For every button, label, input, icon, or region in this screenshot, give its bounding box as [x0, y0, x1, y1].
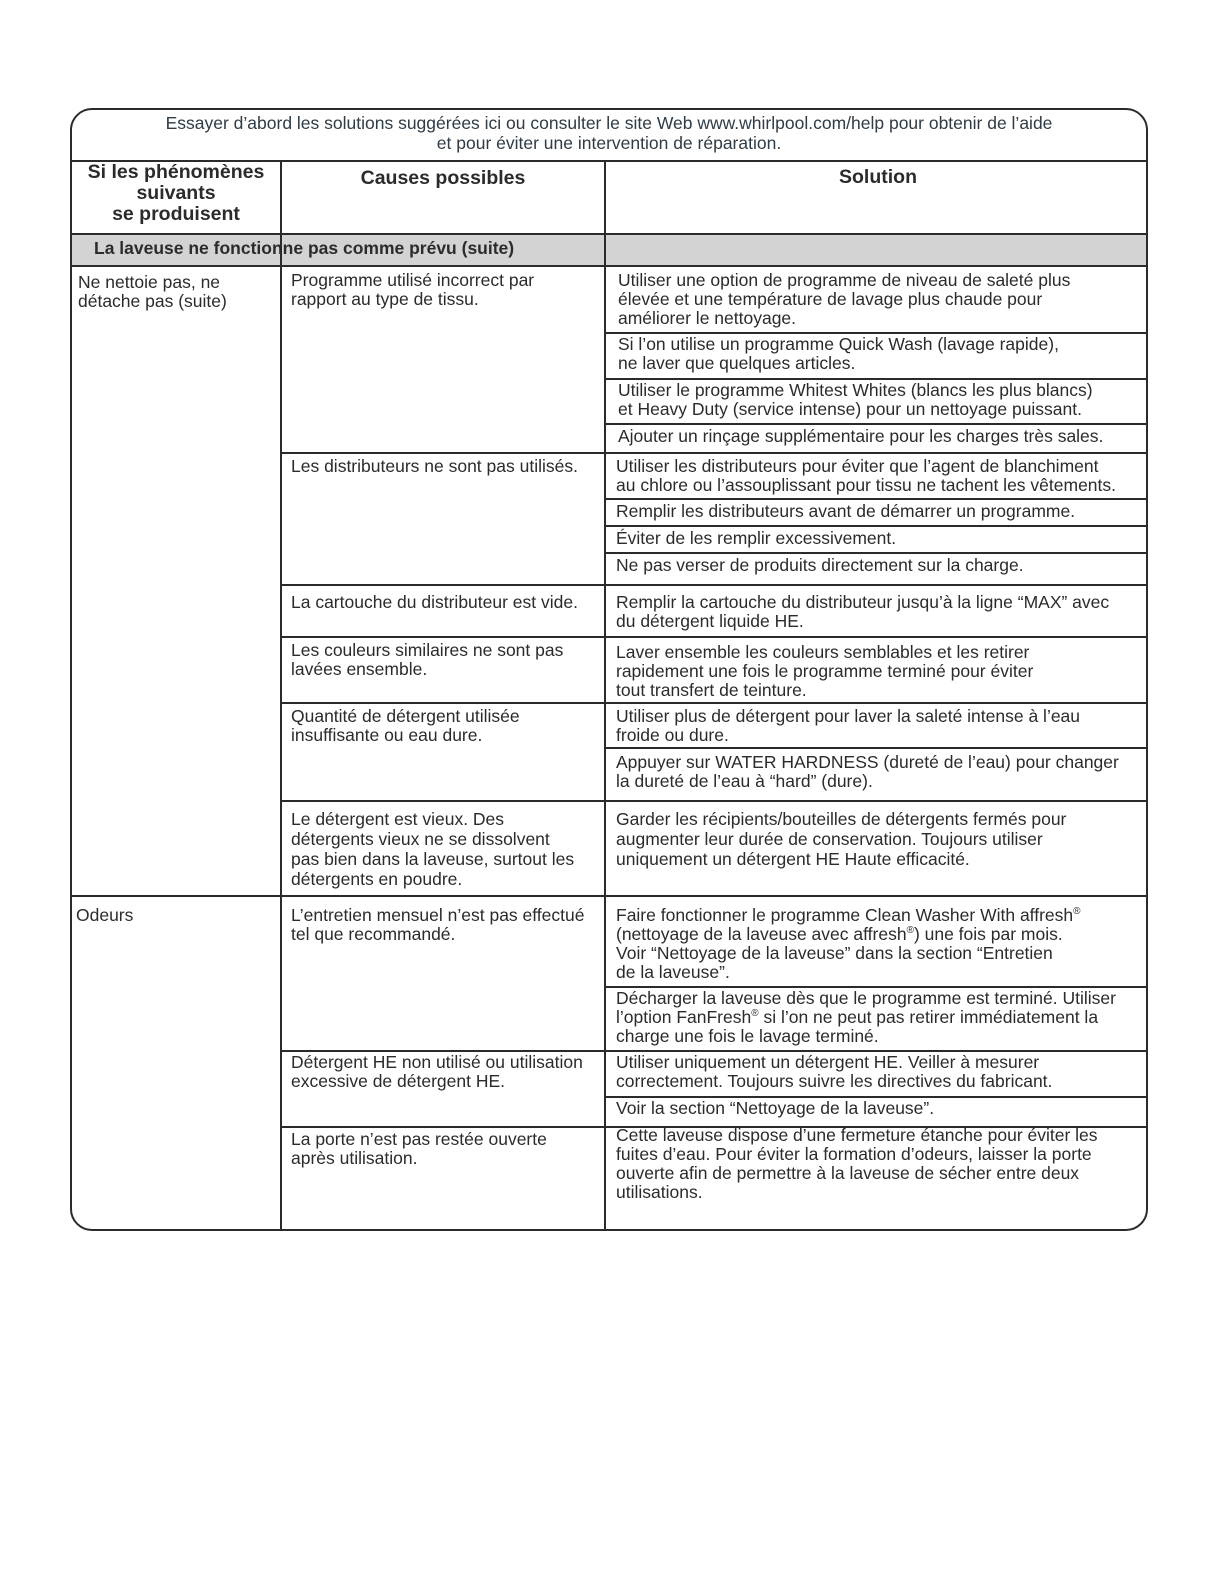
solution-divider: [605, 498, 1148, 500]
solution-cell: Si l’on utilise un programme Quick Wash (lavage rapide), ne laver que quelques articles.: [618, 334, 1059, 373]
section-band: [72, 234, 1146, 266]
troubleshooting-table: [70, 108, 1148, 1231]
solution-divider: [605, 423, 1148, 425]
column-divider: [280, 160, 282, 1231]
row-divider: [281, 584, 1148, 586]
solution-cell: Voir la section “Nettoyage de la laveuse”.: [616, 1098, 935, 1118]
solution-divider: [605, 525, 1148, 527]
solution-cell: Faire fonctionner le programme Clean Washer With affresh® (nettoyage de la laveuse avec affresh®) une fois par mois. Voir “Nettoyage de la laveuse” dans la section “Entretien de la laveuse”.: [616, 905, 1081, 982]
solution-cell: Remplir la cartouche du distributeur jusqu’à la ligne “MAX” avec du détergent liquide HE.: [616, 592, 1110, 631]
cause-cell: Les couleurs similaires ne sont pas lavées ensemble.: [291, 640, 564, 679]
problem-cell: Odeurs: [76, 905, 134, 925]
row-divider: [281, 702, 1148, 704]
solution-cell: Garder les récipients/bouteilles de détergents fermés pour augmenter leur durée de conservation. Toujours utiliser uniquement un détergent HE Haute efficacité.: [616, 809, 1067, 869]
solution-cell: Décharger la laveuse dès que le programme est terminé. Utiliser l’option FanFresh® si l’on ne peut pas retirer immédiatement la charge une fois le lavage terminé.: [616, 988, 1116, 1046]
problem-cell: Ne nettoie pas, ne détache pas (suite): [78, 272, 227, 311]
cause-cell: Quantité de détergent utilisée insuffisante ou eau dure.: [291, 706, 520, 745]
solution-cell: Ajouter un rinçage supplémentaire pour les charges très sales.: [618, 426, 1104, 446]
intro-text: [72, 110, 1146, 162]
divider: [72, 233, 1146, 235]
section-title: La laveuse ne fonctionne pas comme prévu (suite): [94, 238, 515, 258]
header-solution: Solution: [839, 166, 917, 188]
cause-cell: Programme utilisé incorrect par rapport au type de tissu.: [291, 270, 535, 309]
intro-line: et pour éviter une intervention de réparation.: [436, 133, 782, 153]
solution-cell: Éviter de les remplir excessivement.: [616, 528, 897, 548]
cause-cell: Détergent HE non utilisé ou utilisation excessive de détergent HE.: [291, 1052, 583, 1091]
solution-cell: Utiliser le programme Whitest Whites (blancs les plus blancs) et Heavy Duty (service intense) pour un nettoyage puissant.: [618, 380, 1093, 419]
solution-divider: [605, 552, 1148, 554]
solution-cell: Utiliser les distributeurs pour éviter que l’agent de blanchiment au chlore ou l’assouplissant pour tissu ne tachent les vêtements.: [616, 456, 1117, 495]
row-divider: [281, 452, 1148, 454]
column-divider: [604, 160, 606, 1231]
cause-cell: Le détergent est vieux. Des détergents vieux ne se dissolvent pas bien dans la laveuse, surtout les détergents en poudre.: [291, 809, 575, 889]
solution-cell: Utiliser plus de détergent pour laver la saleté intense à l’eau froide ou dure.: [616, 706, 1081, 745]
cause-cell: La cartouche du distributeur est vide.: [291, 592, 578, 612]
cause-cell: Les distributeurs ne sont pas utilisés.: [291, 456, 578, 476]
row-divider: [281, 800, 1148, 802]
intro-line: Essayer d’abord les solutions suggérées ici ou consulter le site Web www.whirlpool.com/help pour obtenir de l’aide: [165, 113, 1053, 133]
solution-cell: Utiliser uniquement un détergent HE. Veiller à mesurer correctement. Toujours suivre les directives du fabricant.: [616, 1052, 1053, 1091]
divider: [72, 265, 1146, 267]
solution-cell: Laver ensemble les couleurs semblables et les retirer rapidement une fois le programme terminé pour éviter tout transfert de teinture.: [616, 642, 1034, 700]
solution-cell: Ne pas verser de produits directement sur la charge.: [616, 555, 1024, 575]
header-problem: Si les phénomènes suivants se produisent: [87, 161, 265, 225]
row-divider: [281, 636, 1148, 638]
cause-cell: L’entretien mensuel n’est pas effectué tel que recommandé.: [291, 905, 585, 944]
solution-cell: Appuyer sur WATER HARDNESS (dureté de l’eau) pour changer la dureté de l’eau à “hard” (dure).: [616, 752, 1119, 791]
divider: [72, 895, 1146, 897]
solution-cell: Remplir les distributeurs avant de démarrer un programme.: [616, 501, 1076, 521]
solution-cell: Cette laveuse dispose d’une fermeture étanche pour éviter les fuites d’eau. Pour éviter la formation d’odeurs, laisser la porte ouverte afin de permettre à la laveuse de sécher entre deux utilisations.: [616, 1125, 1098, 1202]
solution-divider: [605, 747, 1148, 749]
cause-cell: La porte n’est pas restée ouverte après utilisation.: [291, 1129, 547, 1168]
header-causes: Causes possibles: [360, 167, 526, 189]
solution-cell: Utiliser une option de programme de niveau de saleté plus élevée et une température de lavage plus chaude pour améliorer le nettoyage.: [618, 270, 1071, 328]
